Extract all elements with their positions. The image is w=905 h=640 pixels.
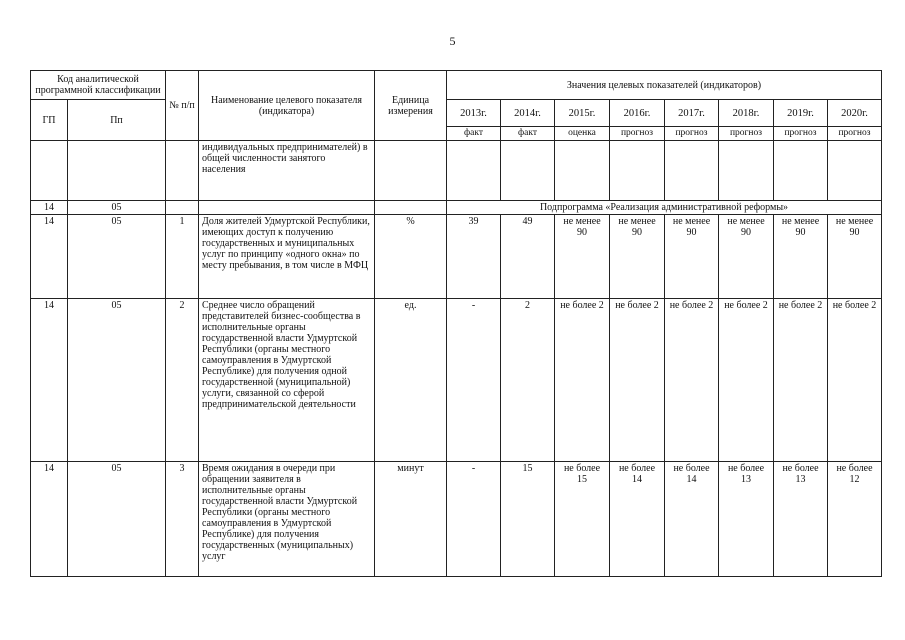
header-unit: Единица измерения [375, 71, 447, 141]
indicator-name: индивидуальных предпринимателей) в общей численности занятого населения [199, 141, 375, 201]
header-year: 2017г. [665, 100, 719, 127]
cell-gp: 14 [31, 215, 68, 299]
indicators-table [30, 70, 882, 577]
header-year: 2016г. [610, 100, 665, 127]
indicator-name: Среднее число обращений представителей бизнес-сообщества в исполнительные органы государственной власти Удмуртской Республики (органы местного самоуправления в Удмуртской Республике) для получения одной государственной (муниципальной) услуги, связанной со сферой предпринимательской деятельности [199, 299, 375, 462]
header-sub: прогноз [774, 127, 828, 141]
cell-value: не более 2 [665, 299, 719, 462]
header-gp: ГП [31, 100, 68, 141]
cell-num: 1 [166, 215, 199, 299]
cell-value: не менее 90 [665, 215, 719, 299]
cell-value: не более 12 [828, 462, 882, 577]
header-num: № п/п [166, 71, 199, 141]
cell-value: не менее 90 [610, 215, 665, 299]
cell-unit: минут [375, 462, 447, 577]
header-year: 2019г. [774, 100, 828, 127]
cell-value: не более 13 [774, 462, 828, 577]
cell-num: 3 [166, 462, 199, 577]
table-row [31, 299, 882, 462]
cell-pp: 05 [68, 201, 166, 215]
header-sub: прогноз [610, 127, 665, 141]
cell-value: не более 15 [555, 462, 610, 577]
header-sub: оценка [555, 127, 610, 141]
cell-value: не более 2 [555, 299, 610, 462]
header-pp: Пп [68, 100, 166, 141]
cell-value: не менее 90 [555, 215, 610, 299]
cell-value: не более 2 [774, 299, 828, 462]
cell-value: не более 2 [610, 299, 665, 462]
header-name: Наименование целевого показателя (индикатора) [199, 71, 375, 141]
table-row [31, 462, 882, 577]
cell-value: - [447, 462, 501, 577]
cell-gp: 14 [31, 201, 68, 215]
table-row [31, 215, 882, 299]
header-year: 2018г. [719, 100, 774, 127]
header-year: 2020г. [828, 100, 882, 127]
cell-pp: 05 [68, 215, 166, 299]
cell-gp: 14 [31, 462, 68, 577]
cell-gp: 14 [31, 299, 68, 462]
header-year: 2015г. [555, 100, 610, 127]
cell-value: не более 2 [828, 299, 882, 462]
cell-unit: ед. [375, 299, 447, 462]
cell-value: не менее 90 [774, 215, 828, 299]
header-sub: факт [501, 127, 555, 141]
cell-value: 49 [501, 215, 555, 299]
cell-value: не более 2 [719, 299, 774, 462]
header-sub: прогноз [719, 127, 774, 141]
cell-value: не более 13 [719, 462, 774, 577]
cell-value: не более 14 [665, 462, 719, 577]
cell-value: не более 14 [610, 462, 665, 577]
header-values-title: Значения целевых показателей (индикаторов) [447, 71, 882, 100]
subprogram-title: Подпрограмма «Реализация административной реформы» [447, 201, 882, 215]
indicator-name: Время ожидания в очереди при обращении заявителя в исполнительные органы государственной власти Удмуртской Республики (органы местного самоуправления в Удмуртской Республике) для получения государственных (муниципальных) услуг [199, 462, 375, 577]
header-sub: прогноз [828, 127, 882, 141]
subprogram-row [31, 201, 882, 215]
header-year: 2013г. [447, 100, 501, 127]
cell-value: - [447, 299, 501, 462]
cell-pp: 05 [68, 462, 166, 577]
header-year: 2014г. [501, 100, 555, 127]
cell-value: 39 [447, 215, 501, 299]
header-code-group: Код аналитической программной классификации [31, 71, 166, 100]
header-sub: факт [447, 127, 501, 141]
indicator-name: Доля жителей Удмуртской Республики, имеющих доступ к получению государственных и муниципальных услуг по принципу «одного окна» по месту пребывания, в том числе в МФЦ [199, 215, 375, 299]
cell-value: 2 [501, 299, 555, 462]
page-number: 5 [449, 34, 456, 48]
cell-num: 2 [166, 299, 199, 462]
header-sub: прогноз [665, 127, 719, 141]
table-row [31, 141, 882, 201]
cell-value: не менее 90 [719, 215, 774, 299]
cell-unit: % [375, 215, 447, 299]
cell-value: 15 [501, 462, 555, 577]
cell-value: не менее 90 [828, 215, 882, 299]
cell-pp: 05 [68, 299, 166, 462]
